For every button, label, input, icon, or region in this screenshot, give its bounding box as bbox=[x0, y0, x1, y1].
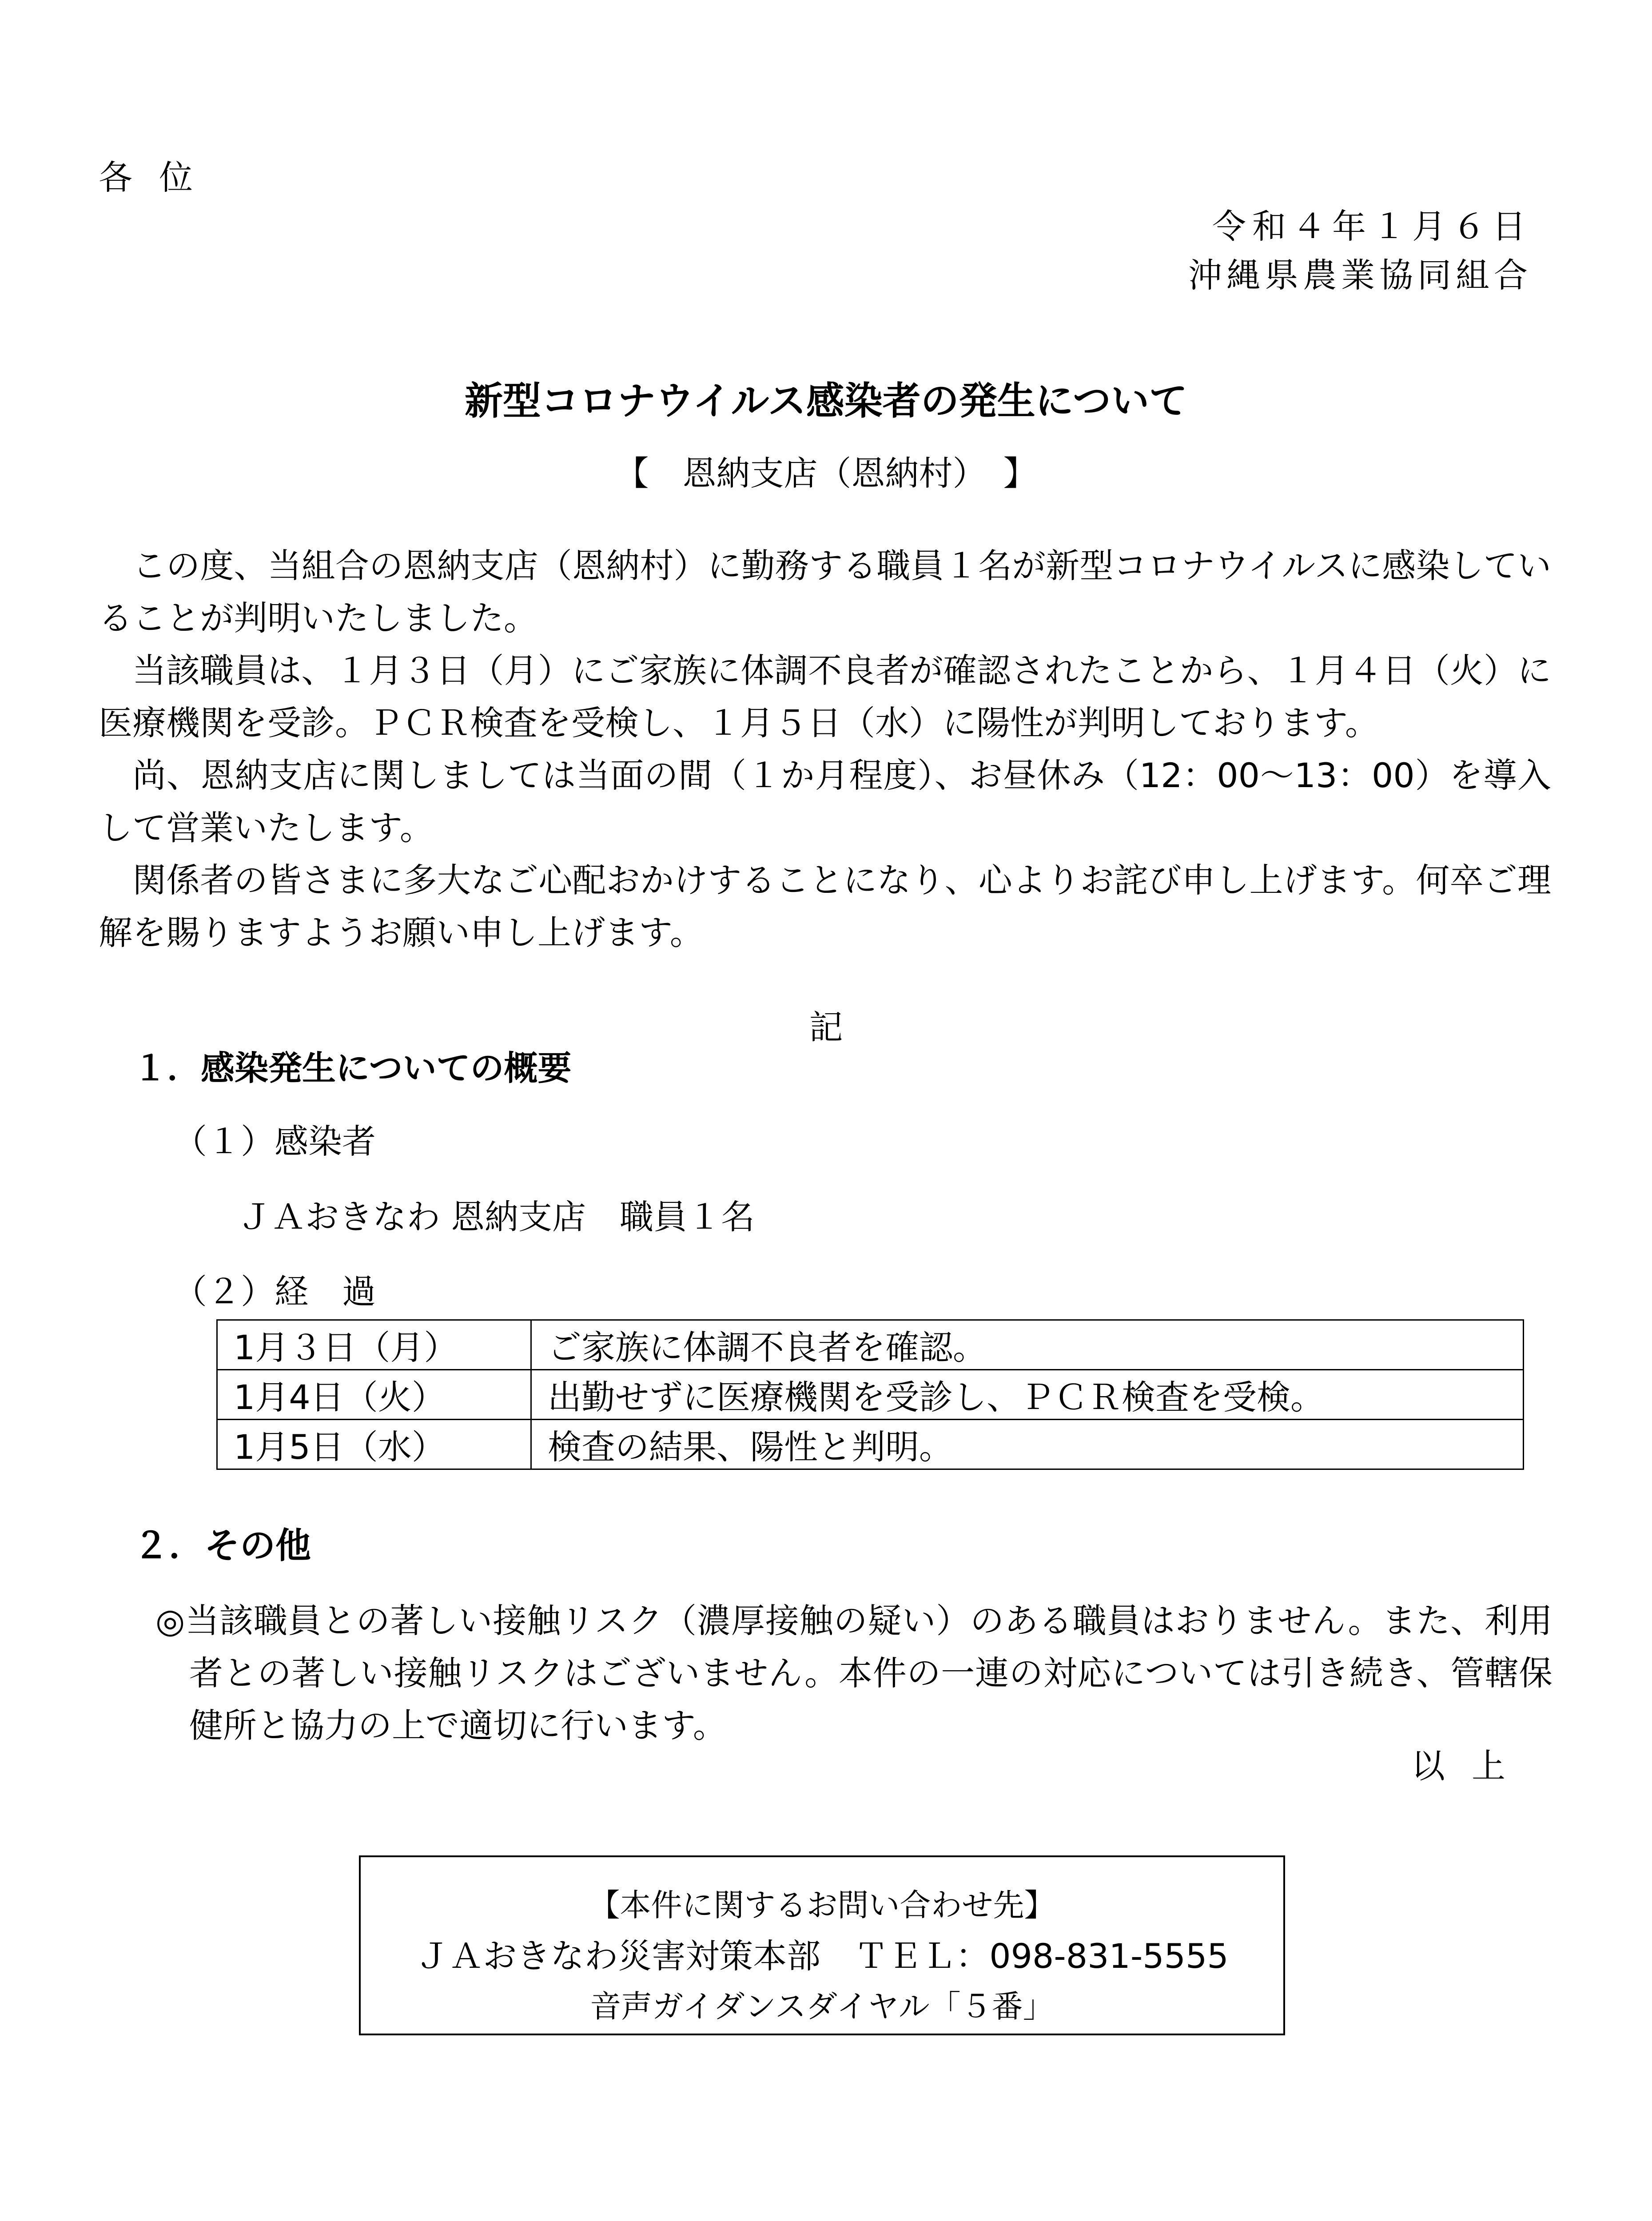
table-row bbox=[217, 1320, 1524, 1370]
organization-name: 沖縄県農業協同組合 bbox=[1188, 255, 1532, 295]
timeline-event: ご家族に体調不良者を確認。 bbox=[531, 1320, 1524, 1370]
section-2-heading: ２．その他 bbox=[133, 1525, 311, 1566]
timeline-event: 検査の結果、陽性と判明。 bbox=[531, 1420, 1524, 1469]
timeline-event: 出勤せずに医療機関を受診し、ＰＣＲ検査を受検。 bbox=[531, 1370, 1524, 1420]
issue-date: 令和４年１月６日 bbox=[1212, 207, 1532, 246]
infected-label: （１）感染者 bbox=[173, 1122, 376, 1161]
other-notes-text: ◎当該職員との著しい接触リスク（濃厚接触の疑い）のある職員はおりません。また、利用者との著しい接触リスクはございません。本件の一連の対応については引き続き、管轄保健所と協力の上で適切に行います。 bbox=[155, 1601, 1552, 1745]
timeline-table bbox=[216, 1319, 1524, 1470]
contact-phone: ＪＡおきなわ災害対策本部 ＴＥＬ：098-831-5555 bbox=[415, 1936, 1229, 1976]
table-row bbox=[217, 1370, 1524, 1420]
contact-guidance: 音声ガイダンスダイヤル「５番」 bbox=[590, 1988, 1054, 2025]
other-notes bbox=[155, 1595, 1552, 1752]
addressee: 各位 bbox=[99, 158, 219, 197]
ki-marker: 記 bbox=[809, 1007, 843, 1047]
timeline-date: 1月5日（水） bbox=[217, 1420, 531, 1469]
timeline-date: 1月4日（火） bbox=[217, 1370, 531, 1420]
document-subtitle: 【 恩納支店（恩納村） 】 bbox=[615, 454, 1037, 493]
closing-mark: 以上 bbox=[1411, 1746, 1532, 1786]
timeline-date: 1月３日（月） bbox=[217, 1320, 531, 1370]
table-row bbox=[217, 1420, 1524, 1469]
timeline-label: （２）経 過 bbox=[173, 1272, 376, 1311]
infected-detail: ＪＡおきなわ 恩納支店 職員１名 bbox=[238, 1197, 755, 1237]
document-title: 新型コロナウイルス感染者の発生について bbox=[464, 379, 1188, 423]
body-paragraph: 関係者の皆さまに多大なご心配おかけすることになり、心よりお詫び申し上げます。何卒ご理解を賜りますようお願い申し上げます。 bbox=[99, 860, 1551, 952]
body-paragraph: この度、当組合の恩納支店（恩納村）に勤務する職員１名が新型コロナウイルスに感染していることが判明いたしました。 bbox=[99, 546, 1551, 638]
contact-box bbox=[359, 1855, 1285, 2035]
body-paragraph: 尚、恩納支店に関しましては当面の間（１か月程度）、お昼休み（12：00～13：00）を導入して営業いたします。 bbox=[99, 756, 1551, 848]
body-text bbox=[99, 540, 1551, 959]
body-paragraph: 当該職員は、１月３日（月）にご家族に体調不良者が確認されたことから、１月４日（火）に医療機関を受診。ＰＣＲ検査を受検し、１月５日（水）に陽性が判明しております。 bbox=[99, 651, 1551, 743]
contact-heading: 【本件に関するお問い合わせ先】 bbox=[589, 1887, 1055, 1923]
section-1-heading: １．感染発生についての概要 bbox=[133, 1048, 572, 1088]
